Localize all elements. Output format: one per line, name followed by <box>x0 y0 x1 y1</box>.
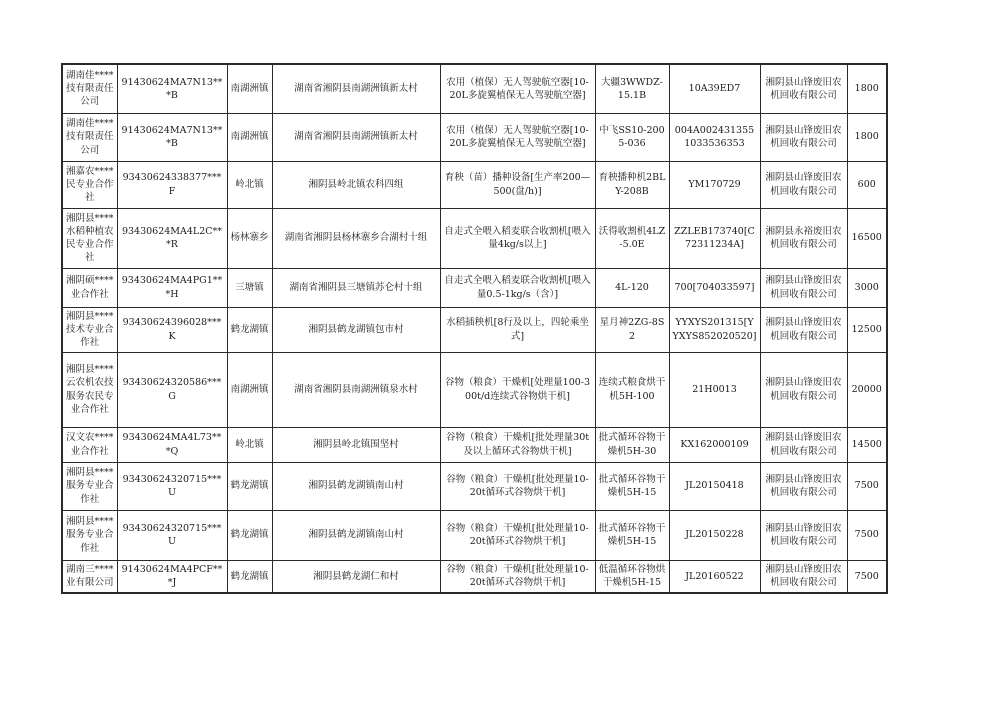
subsidy-amount-cell: 3000 <box>847 268 887 307</box>
machine-type-cell: 水稻插秧机[8行及以上，四轮乘坐式] <box>440 307 595 352</box>
machine-model-cell: 育秧播种机2BLY-208B <box>595 161 669 208</box>
serial-number-cell: ZZLEB173740[C72311234A] <box>669 208 760 268</box>
subsidy-amount-cell: 600 <box>847 161 887 208</box>
table-row <box>62 307 887 352</box>
company-name-cell: 湘阴县****水稻种植农民专业合作社 <box>62 208 117 268</box>
recycler-company-cell: 湘阴县山锋废旧农机回收有限公司 <box>760 268 847 307</box>
serial-number-cell: JL20150228 <box>669 510 760 560</box>
credit-code-cell: 93430624320715***U <box>117 510 227 560</box>
credit-code-cell: 91430624MA7N13***B <box>117 113 227 161</box>
address-cell: 湘阴县鹤龙湖镇南山村 <box>272 462 440 510</box>
serial-number-cell: JL20160522 <box>669 560 760 593</box>
recycler-company-cell: 湘阴县山锋废旧农机回收有限公司 <box>760 462 847 510</box>
company-name-cell: 湘阴县****云农机农技服务农民专业合作社 <box>62 352 117 427</box>
town-cell: 岭北镇 <box>227 427 272 462</box>
address-cell: 湖南省湘阴县南湖洲镇新太村 <box>272 64 440 113</box>
machine-model-cell: 批式循环谷物干燥机5H-30 <box>595 427 669 462</box>
machine-model-cell: 低温循环谷物烘干燥机5H-15 <box>595 560 669 593</box>
company-name-cell: 湘阴县****技术专业合作社 <box>62 307 117 352</box>
credit-code-cell: 93430624338377***F <box>117 161 227 208</box>
machine-type-cell: 谷物（粮食）干燥机[批处理量10-20t循环式谷物烘干机] <box>440 462 595 510</box>
credit-code-cell: 93430624320586***G <box>117 352 227 427</box>
recycler-company-cell: 湘阴县山锋废旧农机回收有限公司 <box>760 427 847 462</box>
machine-type-cell: 谷物（粮食）干燥机[批处理量10-20t循环式谷物烘干机] <box>440 510 595 560</box>
subsidy-amount-cell: 16500 <box>847 208 887 268</box>
machine-type-cell: 自走式全喂入稻麦联合收割机[喂入量4kg/s以上] <box>440 208 595 268</box>
town-cell: 鹤龙湖镇 <box>227 307 272 352</box>
table-row <box>62 510 887 560</box>
table-row <box>62 268 887 307</box>
serial-number-cell: JL20150418 <box>669 462 760 510</box>
machine-model-cell: 中飞SS10-2005-036 <box>595 113 669 161</box>
company-name-cell: 湘阴硕****业合作社 <box>62 268 117 307</box>
recycler-company-cell: 湘阴县山锋废旧农机回收有限公司 <box>760 64 847 113</box>
machine-model-cell: 星月神2ZG-8S2 <box>595 307 669 352</box>
table-row <box>62 462 887 510</box>
subsidy-amount-cell: 12500 <box>847 307 887 352</box>
machine-type-cell: 自走式全喂入稻麦联合收割机[喂入量0.5-1kg/s（含）] <box>440 268 595 307</box>
subsidy-amount-cell: 20000 <box>847 352 887 427</box>
company-name-cell: 湘阴县****服务专业合作社 <box>62 510 117 560</box>
address-cell: 湖南省湘阴县南湖洲镇泉水村 <box>272 352 440 427</box>
town-cell: 鹤龙湖镇 <box>227 462 272 510</box>
machine-type-cell: 谷物（粮食）干燥机[批处理量30t及以上循环式谷物烘干机] <box>440 427 595 462</box>
town-cell: 南湖洲镇 <box>227 113 272 161</box>
town-cell: 岭北镇 <box>227 161 272 208</box>
machine-type-cell: 谷物（粮食）干燥机[处理量100-300t/d连续式谷物烘干机] <box>440 352 595 427</box>
table-body <box>62 64 887 593</box>
serial-number-cell: YM170729 <box>669 161 760 208</box>
table-row <box>62 352 887 427</box>
town-cell: 杨林寨乡 <box>227 208 272 268</box>
farm-machinery-subsidy-table <box>61 63 888 594</box>
credit-code-cell: 93430624MA4L73***Q <box>117 427 227 462</box>
serial-number-cell: 21H0013 <box>669 352 760 427</box>
town-cell: 鹤龙湖镇 <box>227 560 272 593</box>
address-cell: 湘阴县岭北镇围坚村 <box>272 427 440 462</box>
address-cell: 湘阴县鹤龙湖镇包市村 <box>272 307 440 352</box>
address-cell: 湖南省湘阴县杨林寨乡合湖村十组 <box>272 208 440 268</box>
subsidy-amount-cell: 1800 <box>847 64 887 113</box>
recycler-company-cell: 湘阴县山锋废旧农机回收有限公司 <box>760 510 847 560</box>
company-name-cell: 汉文农****业合作社 <box>62 427 117 462</box>
subsidy-amount-cell: 7500 <box>847 560 887 593</box>
town-cell: 鹤龙湖镇 <box>227 510 272 560</box>
credit-code-cell: 93430624MA4L2C***R <box>117 208 227 268</box>
serial-number-cell: YYXYS201315[YYXYS852020520] <box>669 307 760 352</box>
company-name-cell: 湖南佳****技有限责任公司 <box>62 64 117 113</box>
table-row <box>62 113 887 161</box>
serial-number-cell: 10A39ED7 <box>669 64 760 113</box>
machine-model-cell: 4L-120 <box>595 268 669 307</box>
company-name-cell: 湘嘉农****民专业合作社 <box>62 161 117 208</box>
machine-type-cell: 农用（植保）无人驾驶航空器[10-20L多旋翼植保无人驾驶航空器] <box>440 64 595 113</box>
credit-code-cell: 91430624MA4PCF***J <box>117 560 227 593</box>
town-cell: 南湖洲镇 <box>227 352 272 427</box>
town-cell: 南湖洲镇 <box>227 64 272 113</box>
company-name-cell: 湖南三****业有限公司 <box>62 560 117 593</box>
recycler-company-cell: 湘阴县山锋废旧农机回收有限公司 <box>760 161 847 208</box>
machine-model-cell: 批式循环谷物干燥机5H-15 <box>595 510 669 560</box>
serial-number-cell: 004A0024313551033536353 <box>669 113 760 161</box>
machine-type-cell: 农用（植保）无人驾驶航空器[10-20L多旋翼植保无人驾驶航空器] <box>440 113 595 161</box>
serial-number-cell: 700[704033597] <box>669 268 760 307</box>
table-row <box>62 208 887 268</box>
subsidy-amount-cell: 14500 <box>847 427 887 462</box>
table-row <box>62 427 887 462</box>
address-cell: 湘阴县鹤龙湖仁和村 <box>272 560 440 593</box>
table-row <box>62 161 887 208</box>
subsidy-amount-cell: 7500 <box>847 462 887 510</box>
credit-code-cell: 93430624MA4PG1***H <box>117 268 227 307</box>
table-row <box>62 64 887 113</box>
machine-type-cell: 谷物（粮食）干燥机[批处理量10-20t循环式谷物烘干机] <box>440 560 595 593</box>
credit-code-cell: 91430624MA7N13***B <box>117 64 227 113</box>
address-cell: 湖南省湘阴县南湖洲镇新太村 <box>272 113 440 161</box>
recycler-company-cell: 湘阴县山锋废旧农机回收有限公司 <box>760 307 847 352</box>
machine-type-cell: 育秧（苗）播种设备[生产率200—500(盘/h)] <box>440 161 595 208</box>
machine-model-cell: 批式循环谷物干燥机5H-15 <box>595 462 669 510</box>
serial-number-cell: KX162000109 <box>669 427 760 462</box>
address-cell: 湘阴县鹤龙湖镇南山村 <box>272 510 440 560</box>
recycler-company-cell: 湘阴县永裕废旧农机回收有限公司 <box>760 208 847 268</box>
recycler-company-cell: 湘阴县山锋废旧农机回收有限公司 <box>760 352 847 427</box>
machine-model-cell: 大疆3WWDZ-15.1B <box>595 64 669 113</box>
machine-model-cell: 连续式粮食烘干机5H-100 <box>595 352 669 427</box>
subsidy-amount-cell: 7500 <box>847 510 887 560</box>
recycler-company-cell: 湘阴县山锋废旧农机回收有限公司 <box>760 113 847 161</box>
credit-code-cell: 93430624396028***K <box>117 307 227 352</box>
address-cell: 湖南省湘阴县三塘镇苏仑村十组 <box>272 268 440 307</box>
company-name-cell: 湖南佳****技有限责任公司 <box>62 113 117 161</box>
credit-code-cell: 93430624320715***U <box>117 462 227 510</box>
company-name-cell: 湘阴县****服务专业合作社 <box>62 462 117 510</box>
machine-model-cell: 沃得收割机4LZ-5.0E <box>595 208 669 268</box>
table-row <box>62 560 887 593</box>
subsidy-amount-cell: 1800 <box>847 113 887 161</box>
town-cell: 三塘镇 <box>227 268 272 307</box>
address-cell: 湘阴县岭北镇农科四组 <box>272 161 440 208</box>
recycler-company-cell: 湘阴县山锋废旧农机回收有限公司 <box>760 560 847 593</box>
